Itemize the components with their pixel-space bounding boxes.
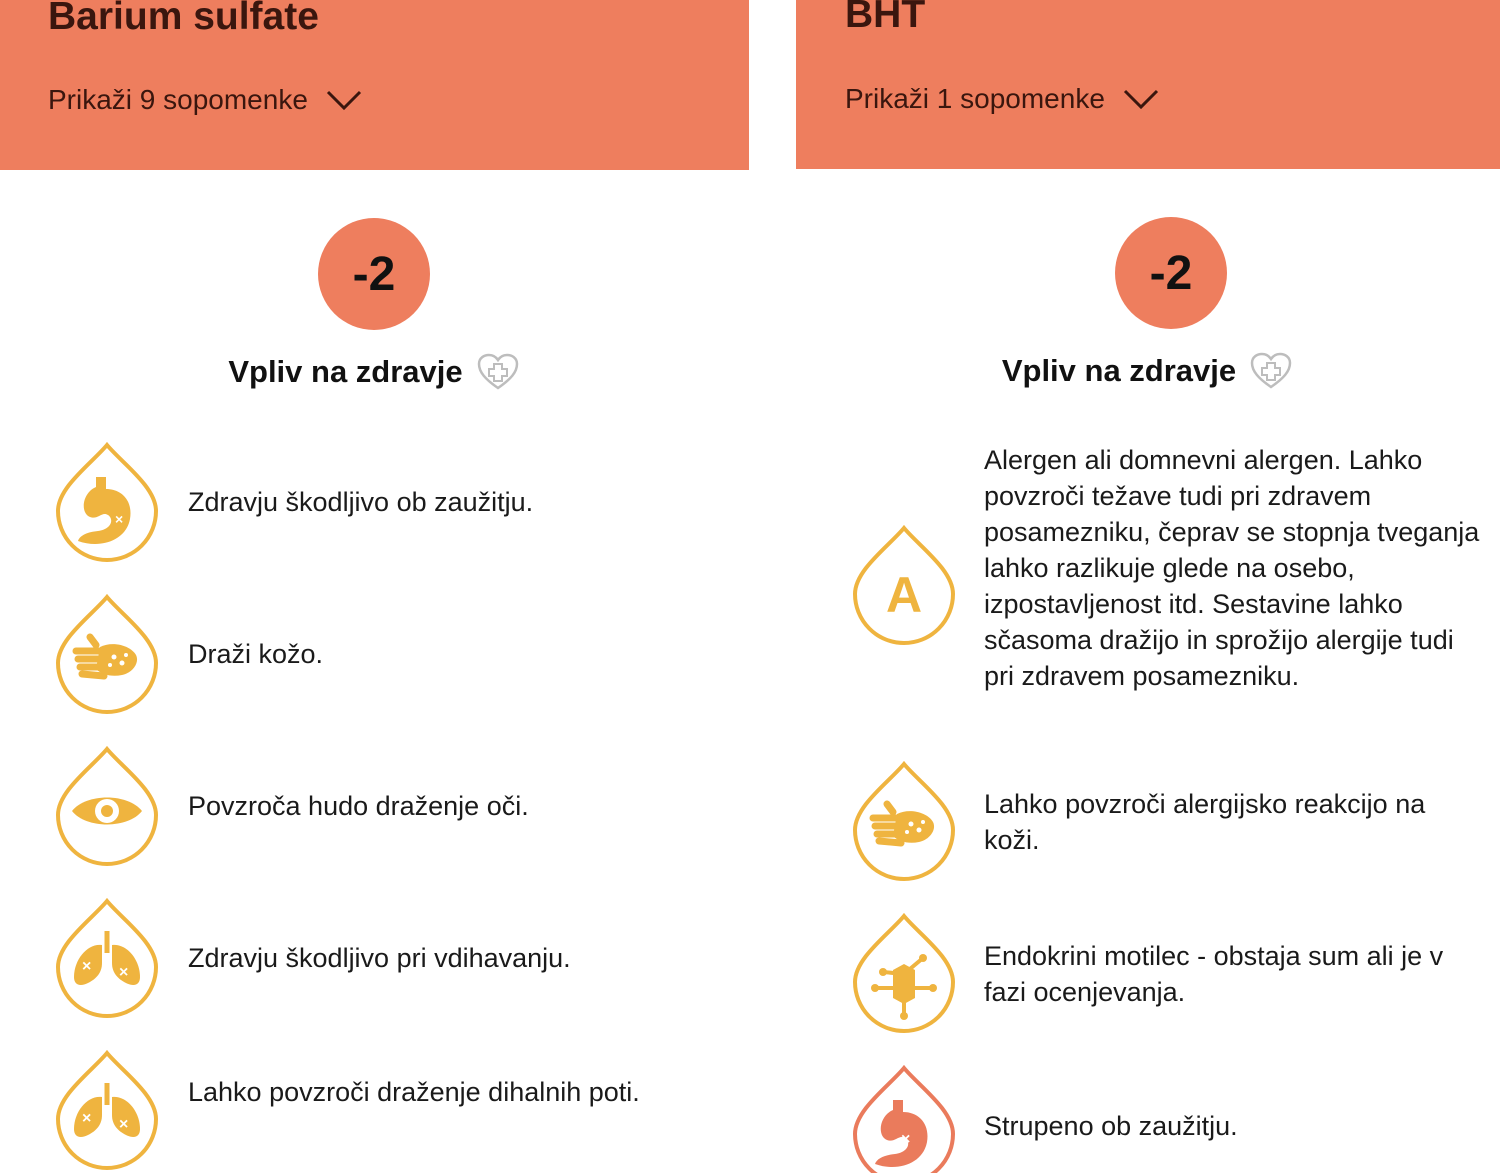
hazard-text: Alergen ali domnevni alergen. Lahko povzroči težave tudi pri zdravem posamezniku, čeprav se stopnja tveganja lahko razlikuje glede na osebo, izpostavljenost itd. Sestavine lahko sčasoma dražijo in sprožijo alergije tudi pri zdravem posamezniku. (984, 445, 1480, 691)
hazard-text: Draži kožo. (188, 639, 324, 669)
hand-rash-icon (849, 760, 959, 884)
health-score-badge (1115, 217, 1227, 329)
hazard-text: Strupeno ob zaužitju. (984, 1111, 1238, 1141)
heart-plus-icon[interactable] (1250, 352, 1292, 390)
hazard-text: Lahko povzroči alergijsko reakcijo na koži. (984, 789, 1426, 855)
svg-text:×: × (119, 964, 129, 981)
stomach-icon (52, 441, 162, 565)
synonyms-label: Prikaži 9 sopomenke (48, 84, 308, 115)
endocrine-molecule-icon (849, 912, 959, 1036)
synonyms-label: Prikaži 1 sopomenke (845, 83, 1105, 114)
svg-text:×: × (119, 1116, 129, 1133)
hazard-text: Zdravju škodljivo ob zaužitju. (188, 487, 534, 517)
ingredient-card-barium-sulfate (0, 0, 749, 1173)
svg-text:×: × (901, 1131, 911, 1148)
health-impact-heading (0, 353, 748, 391)
chevron-down-icon (326, 89, 362, 111)
ingredient-title: BHT (845, 0, 926, 36)
health-score-badge (318, 218, 430, 330)
hazard-text: Endokrini motilec - obstaja sum ali je v fazi ocenjevanja. (984, 941, 1444, 1007)
show-synonyms-toggle[interactable] (845, 83, 1159, 115)
lungs-icon (52, 897, 162, 1021)
heart-plus-icon[interactable] (477, 353, 519, 391)
hazard-text: Zdravju škodljivo pri vdihavanju. (188, 943, 571, 973)
ingredient-card-bht (796, 0, 1500, 1173)
stomach-icon (849, 1064, 959, 1173)
svg-text:×: × (82, 1110, 92, 1127)
hazard-text: Lahko povzroči draženje dihalnih poti. (188, 1077, 640, 1107)
health-score-value: -2 (1115, 217, 1227, 329)
health-impact-label: Vpliv na zdravje (1001, 353, 1237, 388)
health-impact-heading (796, 352, 1499, 390)
chevron-down-icon (1123, 88, 1159, 110)
svg-text:×: × (82, 958, 92, 975)
hand-rash-icon (52, 593, 162, 717)
ingredient-title: Barium sulfate (48, 0, 319, 38)
lungs-icon (52, 1049, 162, 1173)
health-impact-label: Vpliv na zdravje (228, 354, 463, 389)
ingredient-header (796, 0, 1500, 169)
svg-text:A: A (885, 567, 923, 623)
ingredient-header (0, 0, 749, 170)
allergen-icon (849, 524, 959, 648)
eye-icon (52, 745, 162, 869)
health-score-value: -2 (318, 218, 430, 330)
hazard-text: Povzroča hudo draženje oči. (188, 791, 529, 821)
svg-text:×: × (115, 511, 124, 527)
show-synonyms-toggle[interactable] (48, 84, 362, 116)
